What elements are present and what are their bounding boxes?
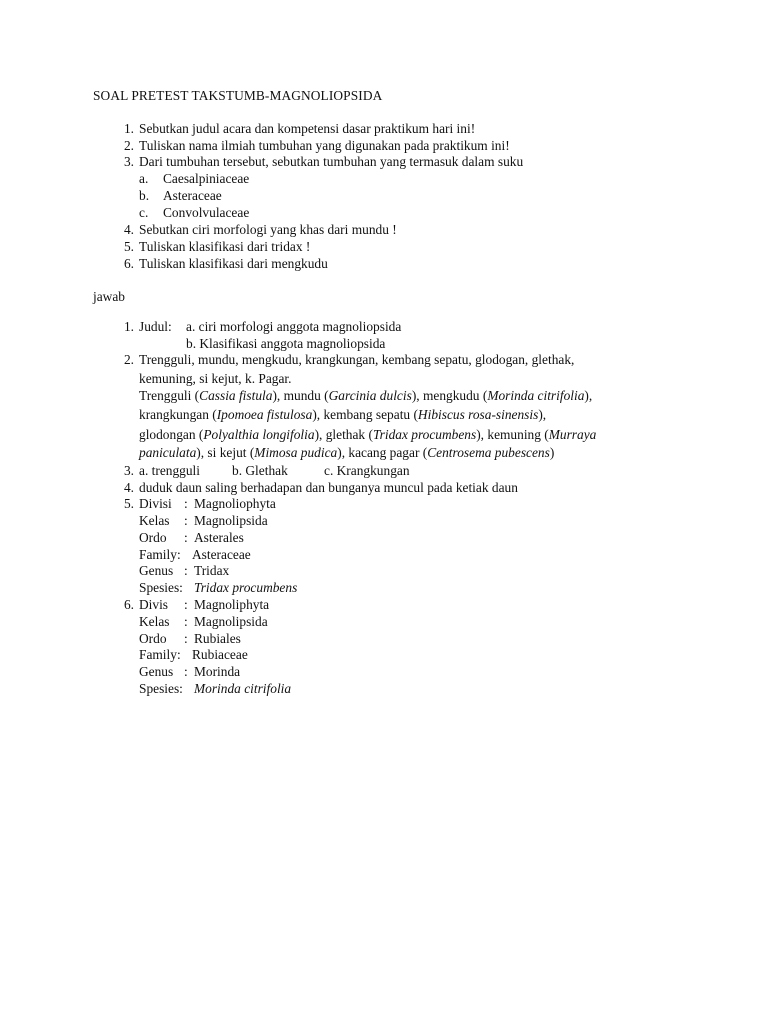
scientific-name: Murraya xyxy=(548,427,597,442)
question-number: 3. xyxy=(123,154,134,169)
answer-text: paniculata), si kejut (Mimosa pudica), kacang pagar (Centrosema pubescens) xyxy=(139,445,555,460)
classification-value: Tridax xyxy=(194,563,230,578)
answer-heading: jawab xyxy=(93,289,125,304)
sub-item-letter: b. xyxy=(139,188,150,203)
answer-number: 6. xyxy=(123,597,134,612)
question-number: 6. xyxy=(123,256,134,271)
classification-sep: : xyxy=(184,496,188,511)
classification-label: Genus xyxy=(139,563,174,578)
classification-sep: : xyxy=(184,597,188,612)
question-number: 5. xyxy=(123,239,134,254)
classification-sep: : xyxy=(184,664,188,679)
scientific-name: Mimosa pudica xyxy=(254,445,338,460)
answer-number: 2. xyxy=(123,352,134,367)
classification-label: Genus xyxy=(139,664,174,679)
scientific-name: Ipomoea fistulosa xyxy=(216,407,313,422)
answer-text: c. Krangkungan xyxy=(324,463,410,478)
classification-value: Magnoliophyta xyxy=(194,496,276,511)
answer-text: Trengguli, mundu, mengkudu, krangkungan, kembang sepatu, glodogan, glethak, xyxy=(139,352,575,367)
scientific-name: Cassia fistula xyxy=(199,388,273,403)
question-text: Tuliskan klasifikasi dari mengkudu xyxy=(139,256,328,271)
scientific-name: Hibiscus rosa-sinensis xyxy=(417,407,539,422)
classification-value: Magnoliphyta xyxy=(194,597,270,612)
classification-label: Ordo xyxy=(139,530,167,545)
answer-text: b. Glethak xyxy=(232,463,288,478)
sub-item-letter: a. xyxy=(139,171,149,186)
scientific-name: Garcinia dulcis xyxy=(328,388,412,403)
classification-value: Magnolipsida xyxy=(194,614,268,629)
classification-value: Morinda xyxy=(194,664,241,679)
classification-value: Rubiales xyxy=(194,631,241,646)
classification-label: Divisi xyxy=(139,496,172,511)
scientific-name: Morinda citrifolia xyxy=(487,388,585,403)
question-number: 4. xyxy=(123,222,134,237)
question-text: Sebutkan judul acara dan kompetensi dasar praktikum hari ini! xyxy=(139,121,476,136)
answer-number: 3. xyxy=(123,463,134,478)
question-text: Tuliskan klasifikasi dari tridax ! xyxy=(139,239,311,254)
scientific-name: Tridax procumbens xyxy=(372,427,477,442)
classification-sep: : xyxy=(184,563,188,578)
answer-text: kemuning, si kejut, k. Pagar. xyxy=(139,371,292,386)
answer-text: b. Klasifikasi anggota magnoliopsida xyxy=(186,336,386,351)
classification-label: Spesies: xyxy=(139,580,183,595)
classification-value: Rubiaceae xyxy=(192,647,248,662)
answer-text: a. ciri morfologi anggota magnoliopsida xyxy=(186,319,402,334)
question-number: 1. xyxy=(123,121,134,136)
classification-label: Family: xyxy=(139,547,181,562)
sub-item-text: Asteraceae xyxy=(163,188,222,203)
question-text: Sebutkan ciri morfologi yang khas dari mundu ! xyxy=(139,222,397,237)
classification-sep: : xyxy=(184,614,188,629)
question-number: 2. xyxy=(123,138,134,153)
question-text: Tuliskan nama ilmiah tumbuhan yang digunakan pada praktikum ini! xyxy=(139,138,510,153)
classification-sep: : xyxy=(184,631,188,646)
classification-label: Kelas xyxy=(139,513,170,528)
answer-number: 1. xyxy=(123,319,134,334)
classification-label: Family: xyxy=(139,647,181,662)
classification-sep: : xyxy=(184,530,188,545)
answer-number: 4. xyxy=(123,480,134,495)
classification-value: Morinda citrifolia xyxy=(194,681,292,696)
classification-value: Asteraceae xyxy=(192,547,251,562)
document-title: SOAL PRETEST TAKSTUMB-MAGNOLIOPSIDA xyxy=(93,88,383,103)
classification-label: Spesies: xyxy=(139,681,183,696)
classification-value: Asterales xyxy=(194,530,244,545)
answer-number: 5. xyxy=(123,496,134,511)
classification-label: Divis xyxy=(139,597,169,612)
sub-item-text: Caesalpiniaceae xyxy=(163,171,250,186)
scientific-name: Polyalthia longifolia xyxy=(203,427,315,442)
answer-text: Trengguli (Cassia fistula), mundu (Garcinia dulcis), mengkudu (Morinda citrifolia), xyxy=(139,388,593,403)
classification-label: Ordo xyxy=(139,631,167,646)
classification-value: Tridax procumbens xyxy=(194,580,298,595)
answer-label: Judul: xyxy=(139,319,172,334)
answer-text: a. trengguli xyxy=(139,463,200,478)
classification-value: Magnolipsida xyxy=(194,513,268,528)
sub-item-letter: c. xyxy=(139,205,149,220)
answer-text: krangkungan (Ipomoea fistulosa), kembang sepatu (Hibiscus rosa-sinensis), xyxy=(139,407,547,422)
answer-text: duduk daun saling berhadapan dan bunganya muncul pada ketiak daun xyxy=(139,480,518,495)
classification-label: Kelas xyxy=(139,614,170,629)
scientific-name: Centrosema pubescens xyxy=(427,445,550,460)
scientific-name: paniculata xyxy=(139,445,197,460)
question-text: Dari tumbuhan tersebut, sebutkan tumbuhan yang termasuk dalam suku xyxy=(139,154,524,169)
sub-item-text: Convolvulaceae xyxy=(163,205,250,220)
classification-sep: : xyxy=(184,513,188,528)
answer-text: glodongan (Polyalthia longifolia), glethak (Tridax procumbens), kemuning (Murraya xyxy=(139,427,597,442)
